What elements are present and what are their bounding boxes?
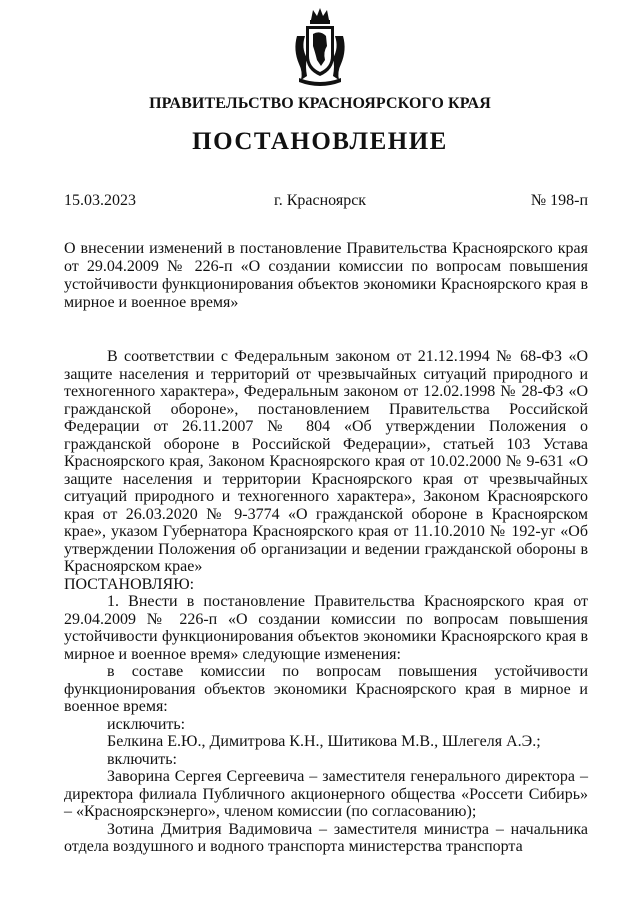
document-city: г. Красноярск <box>273 192 367 209</box>
item-1-paragraph: 1. Внести в постановление Правительства Красноярского края от 29.04.2009 № 226-п «О создании комиссии по вопросам повышения устойчивости функционирования объектов экономики Красноярского края в мирное и военное время» следующие изменения: <box>64 593 588 663</box>
exclude-list: Белкина Е.Ю., Димитрова К.Н., Шитикова М.В., Шлегеля А.Э.; <box>107 733 541 750</box>
document-body <box>64 348 588 856</box>
exclude-label: исключить: <box>107 715 186 733</box>
include-item-2: Зотина Дмитрия Вадимовича – заместителя министра – начальника отдела воздушного и водного транспорта министерства транспорта <box>64 820 588 855</box>
composition-paragraph: в составе комиссии по вопросам повышения устойчивости функционирования объектов экономики Красноярского края в мирное и военное время: <box>64 663 588 715</box>
document-title: О внесении изменений в постановление Правительства Красноярского края от 29.04.2009 № 226-п «О создании комиссии по вопросам повышения устойчивости функционирования объектов экономики Красноярского края в мирное и военное время» <box>64 240 588 311</box>
include-item-1: Заворина Сергея Сергеевича – заместителя генерального директора – директора филиала Публичного акционерного общества «Россети Сибирь» – «Красноярскэнерго», членом комиссии (по согласованию); <box>64 768 588 820</box>
decree-word: ПОСТАНОВЛЯЮ: <box>64 575 195 593</box>
include-label: включить: <box>107 750 177 768</box>
government-name: ПРАВИТЕЛЬСТВО КРАСНОЯРСКОГО КРАЯ <box>149 95 491 112</box>
preamble-paragraph: В соответствии с Федеральным законом от 21.12.1994 № 68-ФЗ «О защите населения и территорий от чрезвычайных ситуаций природного и техногенного характера», Федеральным законом от 12.02.1998 № 28-ФЗ «О гражданской обороне», постановлением Правительства Российской Федерации от 26.11.2007 № 804 «Об утверждении Положения о гражданской обороне в Российской Федерации», статьей 103 Устава Красноярского края, Законом Красноярского края от 10.02.2000 № 9-631 «О защите населения и территории Красноярского края от чрезвычайных ситуаций природного и техногенного характера», Законом Красноярского края от 26.03.2020 № 9-3774 «О гражданской обороне в Красноярском крае», указом Губернатора Красноярского края от 11.10.2010 № 192-уг «Об утверждении Положения об организации и ведении гражданской обороны в Красноярском крае» <box>64 348 588 575</box>
document-date: 15.03.2023 <box>64 192 136 209</box>
coat-of-arms-emblem <box>291 6 349 86</box>
document-type: ПОСТАНОВЛЕНИЕ <box>192 128 448 155</box>
document-number: № 198-п <box>530 192 588 209</box>
